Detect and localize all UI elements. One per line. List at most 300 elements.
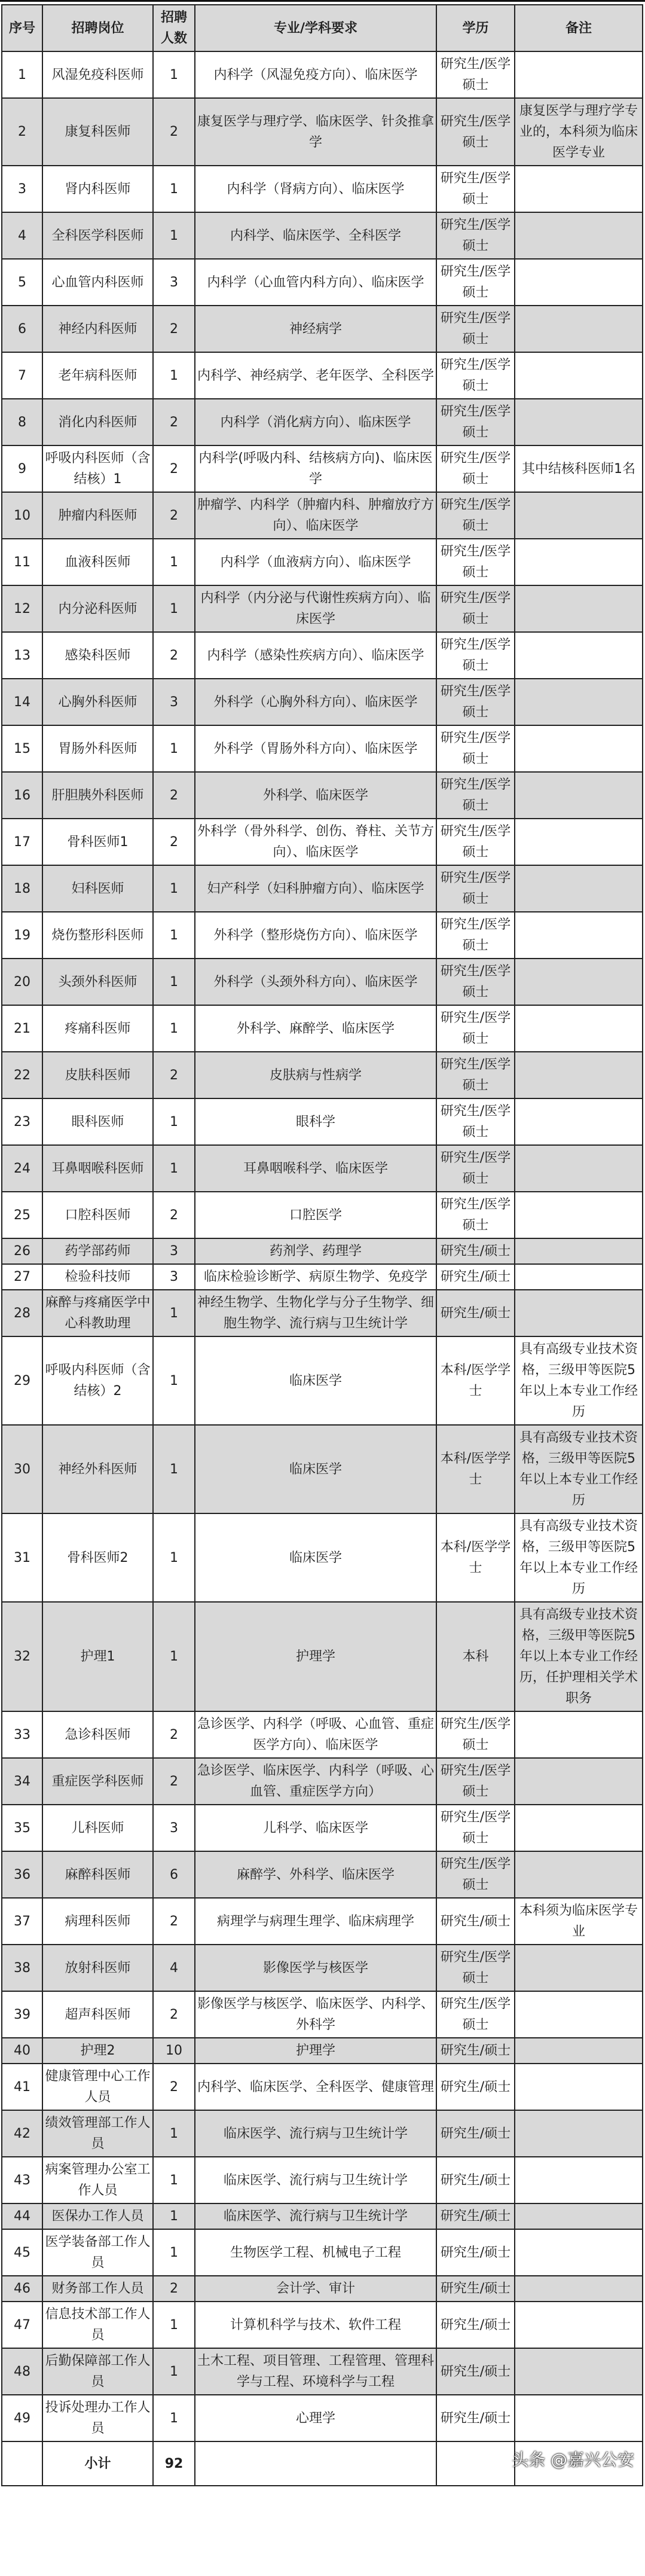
note-cell [515,539,643,585]
note-cell [515,166,643,212]
table-row [2,1711,643,1758]
education-cell: 研究生/医学硕士 [436,306,515,352]
major-requirement-cell: 心理学 [195,2395,436,2441]
position-cell: 绩效管理部工作人员 [42,2110,153,2157]
headcount-cell: 1 [153,725,195,772]
note-cell [515,585,643,632]
headcount-cell: 1 [153,539,195,585]
note-cell [515,2348,643,2395]
major-requirement-cell: 生物医学工程、机械电子工程 [195,2229,436,2276]
note-cell [515,259,643,306]
note-cell [515,1851,643,1898]
table-row [2,1945,643,1991]
row-number-cell: 21 [2,1005,42,1052]
position-cell: 皮肤科医师 [42,1052,153,1098]
headcount-cell: 1 [153,1513,195,1602]
headcount-cell: 1 [153,865,195,912]
education-cell: 研究生/医学硕士 [436,1005,515,1052]
education-cell: 研究生/硕士 [436,1238,515,1264]
education-cell: 研究生/硕士 [436,1898,515,1945]
major-requirement-cell: 内科学（感染性疾病方向）、临床医学 [195,632,436,679]
major-requirement-cell: 麻醉学、外科学、临床医学 [195,1851,436,1898]
row-number-cell: 47 [2,2302,42,2348]
position-cell: 投诉处理办工作人员 [42,2395,153,2441]
position-cell: 呼吸内科医师（含结核）2 [42,1336,153,1425]
position-cell: 医学装备部工作人员 [42,2229,153,2276]
education-cell: 研究生/硕士 [436,1290,515,1336]
position-cell: 超声科医师 [42,1991,153,2038]
major-requirement-cell: 急诊医学、临床医学、内科学（呼吸、心血管、重症医学方向） [195,1758,436,1805]
note-cell [515,1005,643,1052]
row-number-cell: 4 [2,212,42,259]
headcount-cell: 3 [153,679,195,725]
education-cell: 研究生/医学硕士 [436,259,515,306]
note-cell [515,1238,643,1264]
table-row [2,1851,643,1898]
headcount-cell: 6 [153,1851,195,1898]
row-number-cell: 42 [2,2110,42,2157]
major-requirement-cell: 内科学(呼吸内科、结核病方向)、临床医学 [195,445,436,492]
education-cell: 研究生/医学硕士 [436,912,515,959]
recruitment-table [1,4,643,2486]
total-label: 小计 [42,2441,153,2486]
note-cell [515,51,643,98]
headcount-cell: 1 [153,585,195,632]
education-cell: 研究生/医学硕士 [436,585,515,632]
position-cell: 消化内科医师 [42,399,153,445]
major-requirement-cell: 内科学（消化病方向）、临床医学 [195,399,436,445]
major-requirement-cell: 会计学、审计 [195,2276,436,2302]
note-cell [515,632,643,679]
position-cell: 头颈外科医师 [42,959,153,1005]
education-cell: 研究生/医学硕士 [436,1991,515,2038]
headcount-cell: 1 [153,959,195,1005]
row-number-cell: 26 [2,1238,42,1264]
table-row [2,1264,643,1290]
table-row [2,2064,643,2110]
headcount-cell: 1 [153,1425,195,1513]
row-number-cell: 23 [2,1098,42,1145]
note-cell: 具有高级专业技术资格，三级甲等医院5年以上本专业工作经历 [515,1513,643,1602]
note-cell [515,2038,643,2064]
row-number-cell: 18 [2,865,42,912]
headcount-cell: 1 [153,212,195,259]
major-requirement-cell: 耳鼻咽喉科学、临床医学 [195,1145,436,1192]
table-row [2,445,643,492]
major-requirement-cell: 神经病学 [195,306,436,352]
education-cell: 研究生/医学硕士 [436,1052,515,1098]
position-cell: 风湿免疫科医师 [42,51,153,98]
row-number-cell: 29 [2,1336,42,1425]
row-number-cell: 30 [2,1425,42,1513]
major-requirement-cell: 外科学（整形烧伤方向）、临床医学 [195,912,436,959]
note-cell [515,352,643,399]
headcount-cell: 3 [153,1238,195,1264]
major-requirement-cell: 计算机科学与技术、软件工程 [195,2302,436,2348]
position-cell: 感染科医师 [42,632,153,679]
headcount-cell: 2 [153,819,195,865]
table-row [2,679,643,725]
major-requirement-cell: 内科学（血液病方向）、临床医学 [195,539,436,585]
headcount-cell: 1 [153,1602,195,1711]
education-cell: 研究生/硕士 [436,2110,515,2157]
education-cell: 研究生/医学硕士 [436,725,515,772]
table-row [2,1805,643,1851]
row-number-cell: 5 [2,259,42,306]
table-row [2,1238,643,1264]
row-number-cell: 8 [2,399,42,445]
table-row [2,2110,643,2157]
table-row [2,1052,643,1098]
note-cell [515,1290,643,1336]
major-requirement-cell: 护理学 [195,1602,436,1711]
table-row [2,2348,643,2395]
header-row [2,5,643,51]
note-cell [515,959,643,1005]
headcount-cell: 4 [153,1945,195,1991]
row-number-cell: 48 [2,2348,42,2395]
row-number-cell: 1 [2,51,42,98]
table-row [2,959,643,1005]
major-requirement-cell: 病理学与病理生理学、临床病理学 [195,1898,436,1945]
position-cell: 骨科医师1 [42,819,153,865]
major-requirement-cell: 临床医学 [195,1336,436,1425]
note-cell [515,2110,643,2157]
education-cell: 研究生/硕士 [436,2276,515,2302]
note-cell [515,2064,643,2110]
education-cell: 研究生/医学硕士 [436,1945,515,1991]
position-cell: 麻醉与疼痛医学中心科教助理 [42,1290,153,1336]
table-row [2,1098,643,1145]
education-cell: 研究生/硕士 [436,1264,515,1290]
position-cell: 神经外科医师 [42,1425,153,1513]
table-row [2,585,643,632]
major-requirement-cell: 外科学、麻醉学、临床医学 [195,1005,436,1052]
note-cell [515,2203,643,2229]
table-row [2,2203,643,2229]
row-number-cell: 11 [2,539,42,585]
major-requirement-cell: 神经生物学、生物化学与分子生物学、细胞生物学、流行病与卫生统计学 [195,1290,436,1336]
row-number-cell: 7 [2,352,42,399]
headcount-cell: 1 [153,166,195,212]
headcount-cell: 1 [153,2110,195,2157]
position-cell: 麻醉科医师 [42,1851,153,1898]
table-row [2,352,643,399]
major-requirement-cell: 外科学（骨外科学、创伤、脊柱、关节方向）、临床医学 [195,819,436,865]
position-cell: 病理科医师 [42,1898,153,1945]
note-cell: 其中结核科医师1名 [515,445,643,492]
table-row [2,1290,643,1336]
headcount-cell: 1 [153,51,195,98]
row-number-cell: 12 [2,585,42,632]
position-cell: 病案管理办公室工作人员 [42,2157,153,2203]
note-cell [515,1805,643,1851]
position-cell: 儿科医师 [42,1805,153,1851]
note-cell [515,1192,643,1238]
education-cell: 本科 [436,1602,515,1711]
education-cell: 研究生/医学硕士 [436,1711,515,1758]
note-cell [515,679,643,725]
row-number-cell: 45 [2,2229,42,2276]
position-cell: 妇科医师 [42,865,153,912]
row-number-cell: 41 [2,2064,42,2110]
major-requirement-cell: 内科学（内分泌与代谢性疾病方向）、临床医学 [195,585,436,632]
major-requirement-cell: 内科学、临床医学、全科医学 [195,212,436,259]
position-cell: 检验科技师 [42,1264,153,1290]
education-cell: 研究生/硕士 [436,2348,515,2395]
headcount-cell: 2 [153,632,195,679]
major-requirement-cell: 临床医学 [195,1513,436,1602]
education-cell: 研究生/医学硕士 [436,51,515,98]
education-cell: 本科/医学学士 [436,1513,515,1602]
position-cell: 药学部药师 [42,1238,153,1264]
table-row [2,259,643,306]
headcount-cell: 2 [153,399,195,445]
major-requirement-cell: 口腔医学 [195,1192,436,1238]
row-number-cell: 44 [2,2203,42,2229]
position-cell: 口腔科医师 [42,1192,153,1238]
table-row [2,865,643,912]
major-requirement-cell: 外科学（心胸外科方向）、临床医学 [195,679,436,725]
position-cell: 财务部工作人员 [42,2276,153,2302]
note-cell [515,1145,643,1192]
headcount-cell: 2 [153,1991,195,2038]
major-requirement-cell: 护理学 [195,2038,436,2064]
row-number-cell: 14 [2,679,42,725]
table-row [2,912,643,959]
row-number-cell: 25 [2,1192,42,1238]
education-cell: 本科/医学学士 [436,1336,515,1425]
position-cell: 疼痛科医师 [42,1005,153,1052]
note-cell [515,1264,643,1290]
major-requirement-cell: 外科学（胃肠外科方向）、临床医学 [195,725,436,772]
note-cell: 康复医学与理疗学专业的，本科须为临床医学专业 [515,98,643,166]
education-cell: 研究生/医学硕士 [436,1758,515,1805]
education-cell: 研究生/硕士 [436,2038,515,2064]
header-position: 招聘岗位 [42,5,153,51]
position-cell: 健康管理中心工作人员 [42,2064,153,2110]
education-cell: 研究生/医学硕士 [436,1805,515,1851]
education-cell: 研究生/医学硕士 [436,98,515,166]
table-row [2,819,643,865]
row-number-cell: 19 [2,912,42,959]
major-requirement-cell: 内科学（心血管内科方向）、临床医学 [195,259,436,306]
education-cell: 研究生/硕士 [436,2395,515,2441]
position-cell: 内分泌科医师 [42,585,153,632]
headcount-cell: 1 [153,912,195,959]
row-number-cell: 31 [2,1513,42,1602]
row-number-cell: 38 [2,1945,42,1991]
row-number-cell: 34 [2,1758,42,1805]
headcount-cell: 2 [153,2064,195,2110]
note-cell [515,2229,643,2276]
table-row [2,1145,643,1192]
education-cell: 研究生/医学硕士 [436,539,515,585]
table-row [2,725,643,772]
major-requirement-cell: 康复医学与理疗学、临床医学、针灸推拿学 [195,98,436,166]
major-requirement-cell: 临床医学、流行病与卫生统计学 [195,2203,436,2229]
table-row [2,2157,643,2203]
headcount-cell: 1 [153,2395,195,2441]
note-cell [515,1711,643,1758]
row-number-cell: 3 [2,166,42,212]
row-number-cell: 35 [2,1805,42,1851]
position-cell: 护理2 [42,2038,153,2064]
major-requirement-cell: 外科学、临床医学 [195,772,436,819]
education-cell: 研究生/医学硕士 [436,632,515,679]
education-cell: 研究生/医学硕士 [436,492,515,539]
position-cell: 后勤保障部工作人员 [42,2348,153,2395]
headcount-cell: 1 [153,1145,195,1192]
position-cell: 护理1 [42,1602,153,1711]
table-row [2,306,643,352]
table-row [2,2395,643,2441]
education-cell: 研究生/医学硕士 [436,819,515,865]
table-row [2,399,643,445]
headcount-cell: 2 [153,1711,195,1758]
major-requirement-cell: 临床医学、流行病与卫生统计学 [195,2157,436,2203]
note-cell [515,725,643,772]
education-cell: 研究生/硕士 [436,2302,515,2348]
position-cell: 信息技术部工作人员 [42,2302,153,2348]
row-number-cell: 16 [2,772,42,819]
education-cell: 研究生/医学硕士 [436,1192,515,1238]
major-requirement-cell: 影像医学与核医学 [195,1945,436,1991]
note-cell [515,2395,643,2441]
headcount-cell: 2 [153,772,195,819]
note-cell [515,1052,643,1098]
table-row [2,2302,643,2348]
row-number-cell: 9 [2,445,42,492]
position-cell: 眼科医师 [42,1098,153,1145]
position-cell: 心血管内科医师 [42,259,153,306]
headcount-cell: 2 [153,1052,195,1098]
note-cell [515,1098,643,1145]
education-cell: 研究生/医学硕士 [436,399,515,445]
note-cell [515,772,643,819]
table-row [2,1898,643,1945]
headcount-cell: 2 [153,306,195,352]
major-requirement-cell: 内科学、临床医学、全科医学、健康管理 [195,2064,436,2110]
headcount-cell: 1 [153,352,195,399]
education-cell: 研究生/硕士 [436,2064,515,2110]
table-row [2,1513,643,1602]
major-requirement-cell: 眼科学 [195,1098,436,1145]
row-number-cell: 15 [2,725,42,772]
headcount-cell: 1 [153,2302,195,2348]
headcount-cell: 1 [153,1336,195,1425]
position-cell: 急诊科医师 [42,1711,153,1758]
total-empty-major [195,2441,436,2486]
row-number-cell: 6 [2,306,42,352]
major-requirement-cell: 皮肤病与性病学 [195,1052,436,1098]
table-row [2,1758,643,1805]
position-cell: 神经内科医师 [42,306,153,352]
table-row [2,98,643,166]
note-cell: 具有高级专业技术资格，三级甲等医院5年以上本专业工作经历 [515,1336,643,1425]
table-row [2,772,643,819]
education-cell: 研究生/医学硕士 [436,1851,515,1898]
education-cell: 研究生/硕士 [436,2157,515,2203]
major-requirement-cell: 临床医学、流行病与卫生统计学 [195,2110,436,2157]
table-row [2,2276,643,2302]
total-empty-edu [436,2441,515,2486]
note-cell [515,1991,643,2038]
header-education: 学历 [436,5,515,51]
headcount-cell: 3 [153,1805,195,1851]
position-cell: 烧伤整形科医师 [42,912,153,959]
headcount-cell: 2 [153,445,195,492]
note-cell [515,2302,643,2348]
education-cell: 研究生/医学硕士 [436,1145,515,1192]
position-cell: 血液科医师 [42,539,153,585]
headcount-cell: 1 [153,1005,195,1052]
note-cell [515,1758,643,1805]
note-cell: 具有高级专业技术资格，三级甲等医院5年以上本专业工作经历，任护理相关学术职务 [515,1602,643,1711]
major-requirement-cell: 临床医学 [195,1425,436,1513]
major-requirement-cell: 内科学（风湿免疫方向）、临床医学 [195,51,436,98]
position-cell: 耳鼻咽喉科医师 [42,1145,153,1192]
position-cell: 老年病科医师 [42,352,153,399]
note-cell [515,399,643,445]
header-note: 备注 [515,5,643,51]
position-cell: 肝胆胰外科医师 [42,772,153,819]
position-cell: 肾内科医师 [42,166,153,212]
header-count: 招聘人数 [153,5,195,51]
headcount-cell: 2 [153,2276,195,2302]
position-cell: 心胸外科医师 [42,679,153,725]
education-cell: 研究生/硕士 [436,2203,515,2229]
row-number-cell: 43 [2,2157,42,2203]
major-requirement-cell: 药剂学、药理学 [195,1238,436,1264]
row-number-cell: 27 [2,1264,42,1290]
note-cell [515,912,643,959]
major-requirement-cell: 土木工程、项目管理、工程管理、管理科学与工程、环境科学与工程 [195,2348,436,2395]
position-cell: 骨科医师2 [42,1513,153,1602]
header-no: 序号 [2,5,42,51]
table-row [2,1336,643,1425]
headcount-cell: 1 [153,2229,195,2276]
education-cell: 研究生/医学硕士 [436,352,515,399]
watermark: 头条 @嘉兴公安 [512,2450,634,2470]
table-row [2,2038,643,2064]
row-number-cell: 28 [2,1290,42,1336]
table-row [2,539,643,585]
row-number-cell: 40 [2,2038,42,2064]
note-cell [515,2276,643,2302]
headcount-cell: 1 [153,2157,195,2203]
note-cell [515,306,643,352]
headcount-cell: 3 [153,1264,195,1290]
position-cell: 呼吸内科医师（含结核）1 [42,445,153,492]
table-row [2,212,643,259]
row-number-cell: 17 [2,819,42,865]
total-empty-no [2,2441,42,2486]
row-number-cell: 22 [2,1052,42,1098]
position-cell: 胃肠外科医师 [42,725,153,772]
position-cell: 重症医学科医师 [42,1758,153,1805]
major-requirement-cell: 儿科学、临床医学 [195,1805,436,1851]
note-cell [515,492,643,539]
major-requirement-cell: 急诊医学、内科学（呼吸、心血管、重症医学方向）、临床医学 [195,1711,436,1758]
row-number-cell: 49 [2,2395,42,2441]
table-row [2,2229,643,2276]
row-number-cell: 46 [2,2276,42,2302]
education-cell: 研究生/医学硕士 [436,772,515,819]
row-number-cell: 20 [2,959,42,1005]
headcount-cell: 2 [153,1758,195,1805]
education-cell: 研究生/医学硕士 [436,212,515,259]
